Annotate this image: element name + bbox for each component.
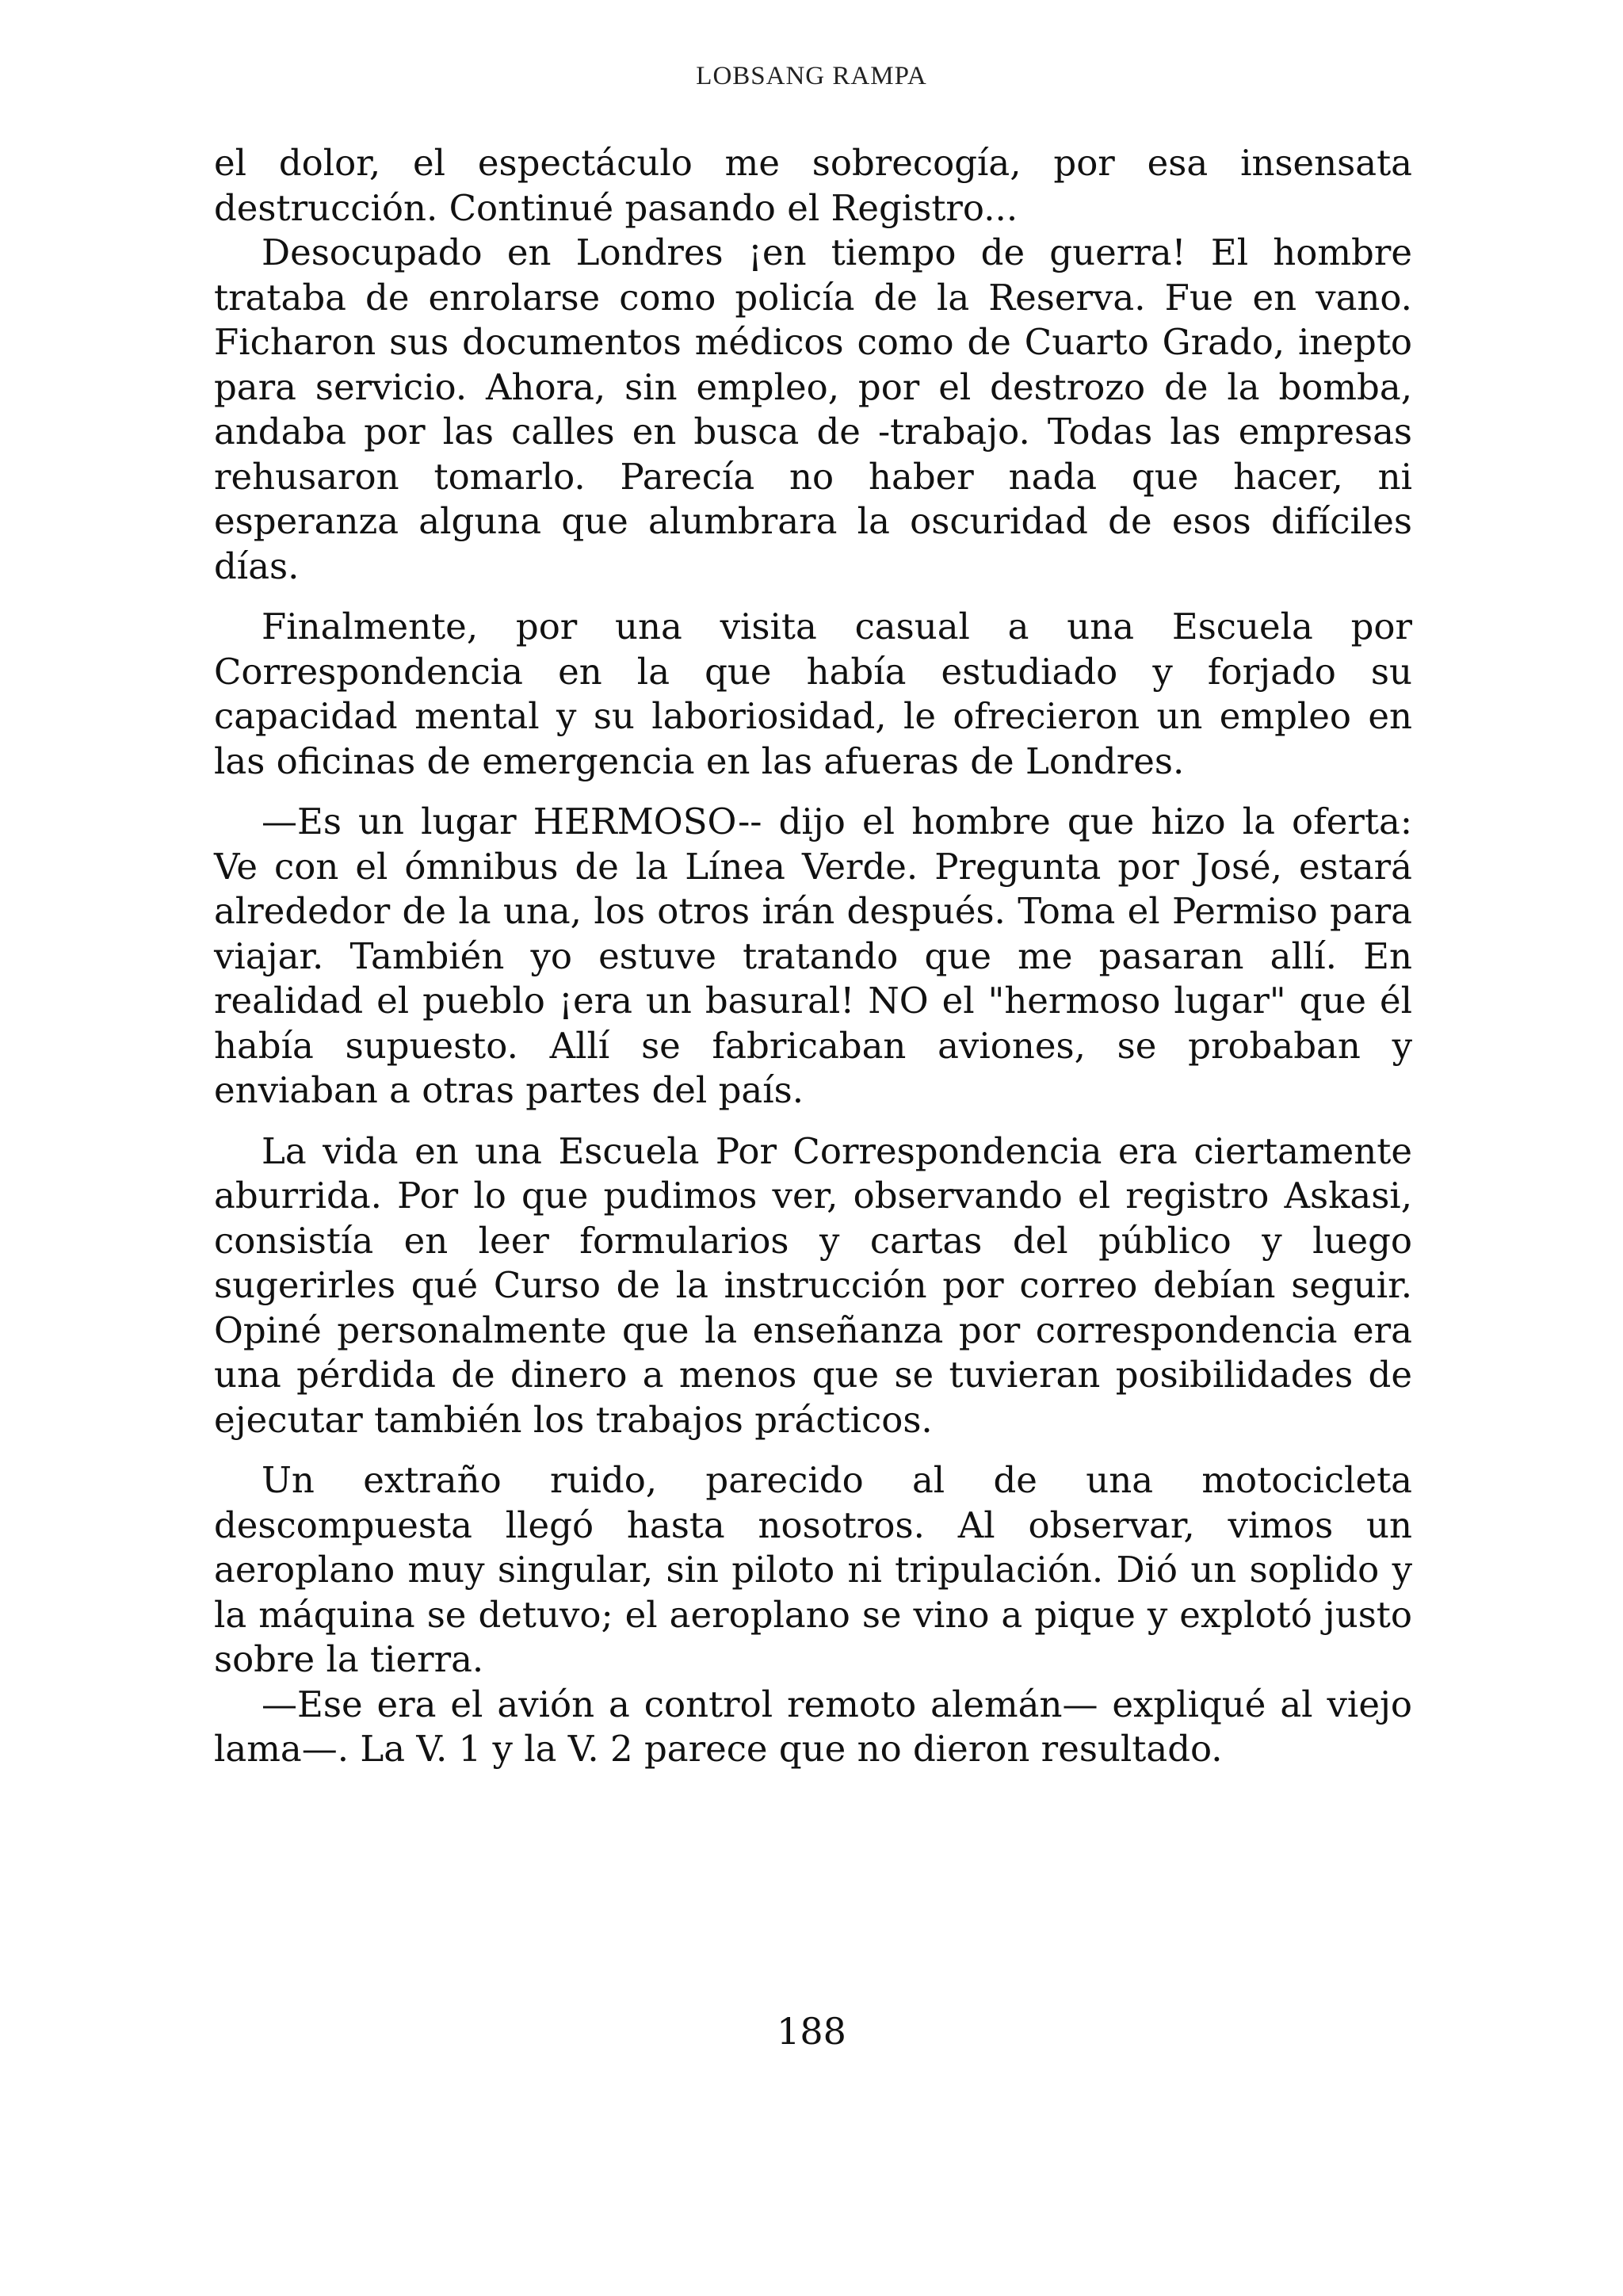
page-number: 188 bbox=[777, 2010, 846, 2053]
running-header: LOBSANG RAMPA bbox=[696, 62, 927, 90]
paragraph-6: Un extraño ruido, parecido al de una motocicleta descompuesta llegó hasta nosotros. Al observar, vimos un aeroplano muy singular, sin piloto ni tripulación. Dió un soplido y la máquina se detuvo; el aeroplano se vino a pique y explotó justo sobre la tierra. bbox=[214, 1459, 1412, 1680]
paragraph-2: Desocupado en Londres ¡en tiempo de guerra! El hombre trataba de enrolarse como policía de la Reserva. Fue en vano. Ficharon sus documentos médicos como de Cuarto Grado, inepto para servicio. Ahora, sin empleo, por el destrozo de la bomba, andaba por las calles en busca de -trabajo. Todas las empresas rehusaron tomarlo. Parecía no haber nada que hacer, ni esperanza alguna que alumbrara la oscuridad de esos difíciles días. bbox=[214, 231, 1412, 587]
paragraph-7: —Ese era el avión a control remoto alemán— expliqué al viejo lama—. La V. 1 y la V. 2 parece que no dieron resultado. bbox=[214, 1683, 1412, 1770]
paragraph-3: Finalmente, por una visita casual a una Escuela por Correspondencia en la que había estudiado y forjado su capacidad mental y su laboriosidad, le ofrecieron un empleo en las oficinas de emergencia en las afueras de Londres. bbox=[214, 606, 1412, 782]
paragraph-5: La vida en una Escuela Por Correspondencia era ciertamente aburrida. Por lo que pudimos ver, observando el registro Askasi, consistía en leer formularios y cartas del público y luego sugerirles qué Curso de la instrucción por correo debían seguir. Opiné personalmente que la enseñanza por correspondencia era una pérdida de dinero a menos que se tuvieran posibilidades de ejecutar también los trabajos prácticos. bbox=[214, 1129, 1412, 1441]
paragraph-1: el dolor, el espectáculo me sobrecogía, por esa insensata destrucción. Continué pasando el Registro... bbox=[214, 142, 1412, 229]
paragraph-4: —Es un lugar HERMOSO-- dijo el hombre que hizo la oferta: Ve con el ómnibus de la Línea Verde. Pregunta por José, estará alrededor de la una, los otros irán después. Toma el Permiso para viajar. También yo estuve tratando que me pasaran allí. En realidad el pueblo ¡era un basural! NO el "hermoso lugar" que él había supuesto. Allí se fabricaban aviones, se probaban y enviaban a otras partes del país. bbox=[214, 800, 1412, 1111]
page-body bbox=[214, 141, 1412, 1772]
